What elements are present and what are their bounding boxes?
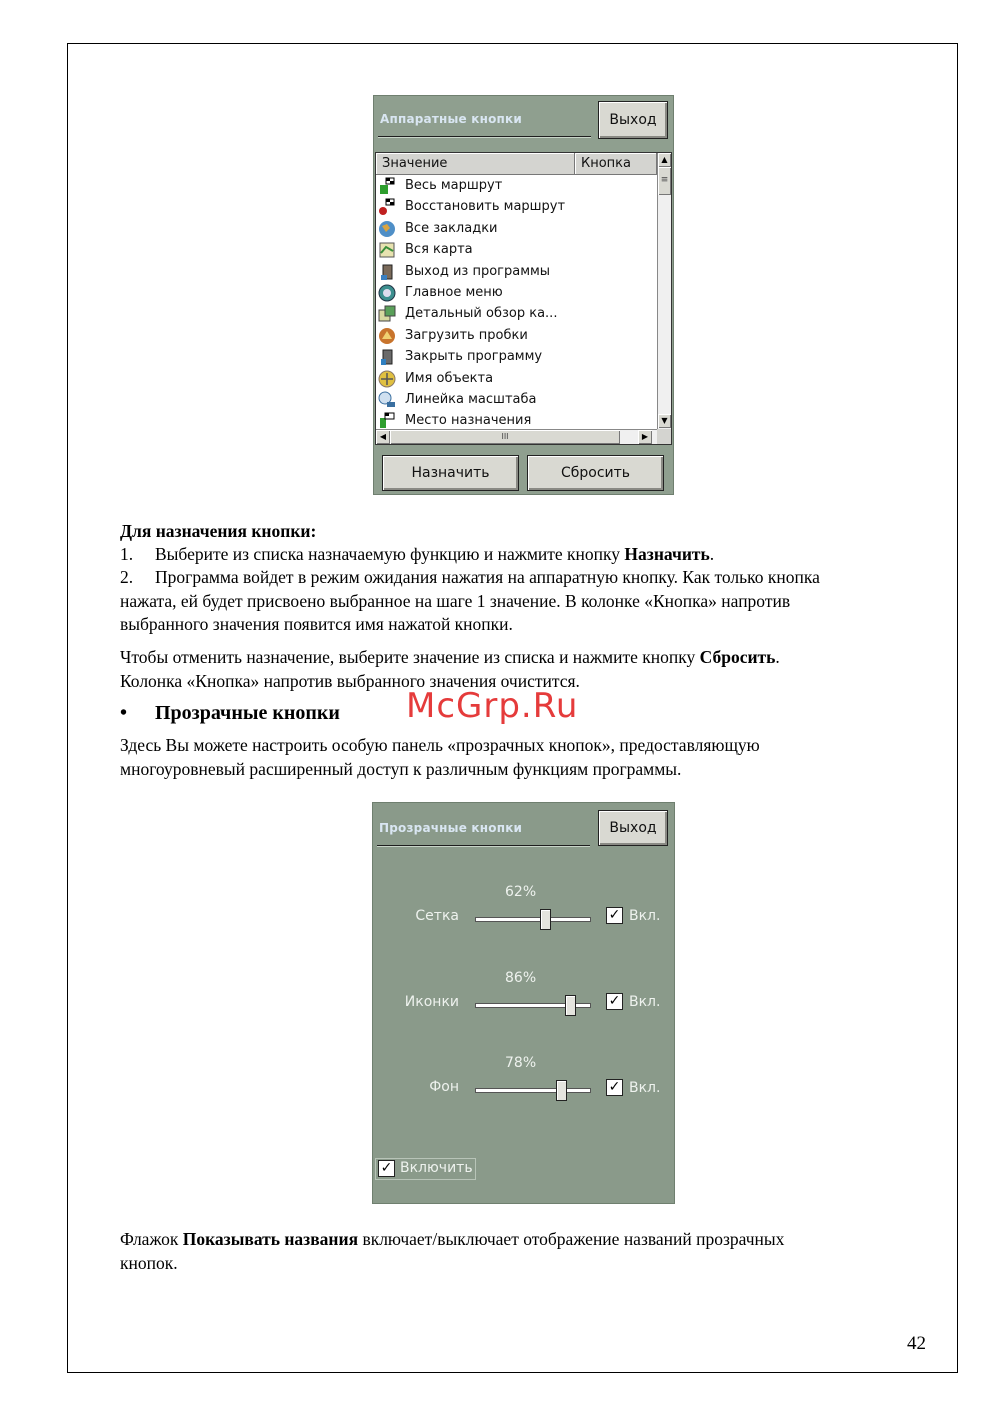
main-menu-icon <box>378 284 396 302</box>
grid-slider-thumb[interactable] <box>540 909 551 930</box>
list-item[interactable] <box>376 346 657 367</box>
object-name-icon <box>378 370 396 388</box>
scroll-right-arrow-icon[interactable]: ▶ <box>638 430 652 444</box>
restore-route-icon <box>378 198 396 216</box>
screen-title: Прозрачные кнопки <box>379 821 523 835</box>
list-item[interactable] <box>376 368 657 389</box>
page-number: 42 <box>907 1333 926 1354</box>
list-item[interactable] <box>376 389 657 410</box>
list-item-label: Закрыть программу <box>405 349 543 365</box>
step-text-line: выбранного значения появится имя нажатой кнопки. <box>120 614 513 634</box>
paragraph-line: Здесь Вы можете настроить особую панель «прозрачных кнопок», предоставляющую <box>120 735 760 755</box>
scroll-corner <box>657 429 671 444</box>
list-item-label: Весь маршрут <box>405 178 503 193</box>
list-item-label: Детальный обзор ка... <box>405 306 558 322</box>
scroll-down-arrow-icon[interactable]: ▼ <box>658 414 671 428</box>
step-number: 2. <box>120 567 134 587</box>
list-item[interactable] <box>376 196 657 217</box>
enable-checkbox-group[interactable] <box>375 1158 476 1180</box>
background-slider-thumb[interactable] <box>556 1080 567 1101</box>
list-item-label: Имя объекта <box>405 370 494 386</box>
scroll-up-arrow-icon[interactable]: ▲ <box>658 153 671 167</box>
list-item-label: Место назначения <box>405 413 532 429</box>
icons-label: Иконки <box>404 994 459 1010</box>
list-item-label: Все закладки <box>405 220 498 236</box>
icons-checkbox-label: Вкл. <box>629 994 661 1010</box>
assign-heading: Для назначения кнопки: <box>120 521 317 541</box>
list-header <box>376 153 657 175</box>
horizontal-scroll-thumb[interactable]: III <box>390 430 620 444</box>
list-item-label: Линейка масштаба <box>405 391 537 407</box>
list-item[interactable] <box>376 303 657 324</box>
icons-percent: 86% <box>505 970 537 986</box>
functions-list[interactable] <box>375 152 672 445</box>
paragraph-text-end: включает/выключает отображение названий прозрачных <box>358 1229 785 1249</box>
vertical-scrollbar[interactable] <box>657 153 671 429</box>
reset-button[interactable]: Сбросить <box>527 455 664 491</box>
assign-button[interactable]: Назначить <box>382 455 519 491</box>
step-2 <box>120 566 940 637</box>
paragraph-line: многоуровневый расширенный доступ к различным функциям программы. <box>120 758 682 779</box>
bullet-icon: • <box>120 702 128 724</box>
paragraph-text: Флажок <box>120 1229 183 1249</box>
list-item[interactable] <box>376 239 657 260</box>
close-program-icon <box>378 348 396 366</box>
list-item-label: Вся карта <box>405 242 473 258</box>
map-icon <box>378 241 396 259</box>
scale-ruler-icon <box>378 391 396 409</box>
enable-checkbox[interactable]: ✓ <box>378 1160 395 1177</box>
column-header-button[interactable]: Кнопка <box>575 153 657 174</box>
route-flag-icon <box>378 177 396 195</box>
list-item-label: Восстановить маршрут <box>405 199 566 215</box>
detail-map-icon <box>378 305 396 323</box>
list-item[interactable] <box>376 325 657 346</box>
reset-term: Сбросить <box>699 647 776 667</box>
background-slider[interactable] <box>475 1088 591 1093</box>
exit-button[interactable]: Выход <box>598 810 668 846</box>
grid-percent: 62% <box>505 884 537 900</box>
list-item[interactable] <box>376 261 657 282</box>
transparent-buttons-screen <box>372 802 675 1204</box>
list-rows <box>376 175 657 432</box>
step-text: Программа войдет в режим ожидания нажатия на аппаратную кнопку. Как только кнопка <box>155 567 820 587</box>
vertical-scroll-thumb[interactable]: ≡ <box>658 167 671 195</box>
hardware-buttons-screen <box>373 95 674 495</box>
show-names-term: Показывать названия <box>182 1229 359 1249</box>
list-item-label: Выход из программы <box>405 263 551 279</box>
background-percent: 78% <box>505 1055 537 1071</box>
title-underline <box>377 845 590 847</box>
paragraph-text: Чтобы отменить назначение, выберите значение из списка и нажмите кнопку <box>120 647 700 667</box>
watermark: McGrp.Ru <box>406 686 579 726</box>
step-text: Выберите из списка назначаемую функцию и нажмите кнопку <box>155 544 625 564</box>
title-underline <box>378 136 591 138</box>
screen-title: Аппаратные кнопки <box>380 112 522 126</box>
grid-label: Сетка <box>415 908 459 924</box>
exit-button[interactable]: Выход <box>598 101 668 139</box>
show-names-paragraph <box>120 1228 940 1275</box>
destination-icon <box>378 412 396 430</box>
paragraph-line: Колонка «Кнопка» напротив выбранного значения очистится. <box>120 670 580 691</box>
intro-paragraph <box>120 734 940 781</box>
step-1 <box>120 543 940 567</box>
icons-slider-thumb[interactable] <box>565 995 576 1016</box>
icons-slider[interactable] <box>475 1003 591 1008</box>
section-title: Прозрачные кнопки <box>155 702 340 724</box>
exit-door-icon <box>378 263 396 281</box>
grid-slider[interactable] <box>475 917 591 922</box>
list-item-label: Загрузить пробки <box>405 327 528 343</box>
step-text-line: нажата, ей будет присвоено выбранное на шаге 1 значение. В колонке «Кнопка» напротив <box>120 590 791 611</box>
list-item[interactable] <box>376 218 657 239</box>
background-label: Фон <box>429 1079 459 1095</box>
list-item[interactable] <box>376 175 657 196</box>
step-number: 1. <box>120 544 134 564</box>
paragraph-text-end: . <box>775 647 780 667</box>
step-text-end: . <box>709 544 715 564</box>
bookmarks-globe-icon <box>378 220 396 238</box>
background-checkbox-label: Вкл. <box>629 1080 661 1096</box>
list-item-label: Главное меню <box>405 284 503 300</box>
scroll-left-arrow-icon[interactable]: ◀ <box>376 430 390 444</box>
icons-checkbox[interactable]: ✓ <box>606 993 623 1010</box>
column-header-value[interactable]: Значение <box>376 153 575 174</box>
grid-checkbox[interactable]: ✓ <box>606 907 623 924</box>
paragraph-line: кнопок. <box>120 1252 178 1273</box>
horizontal-scrollbar[interactable] <box>376 429 657 444</box>
list-item[interactable] <box>376 282 657 303</box>
assign-term: Назначить <box>624 544 710 564</box>
enable-checkbox-label: Включить <box>400 1160 473 1176</box>
grid-checkbox-label: Вкл. <box>629 908 661 924</box>
traffic-icon <box>378 327 396 345</box>
background-checkbox[interactable]: ✓ <box>606 1079 623 1096</box>
